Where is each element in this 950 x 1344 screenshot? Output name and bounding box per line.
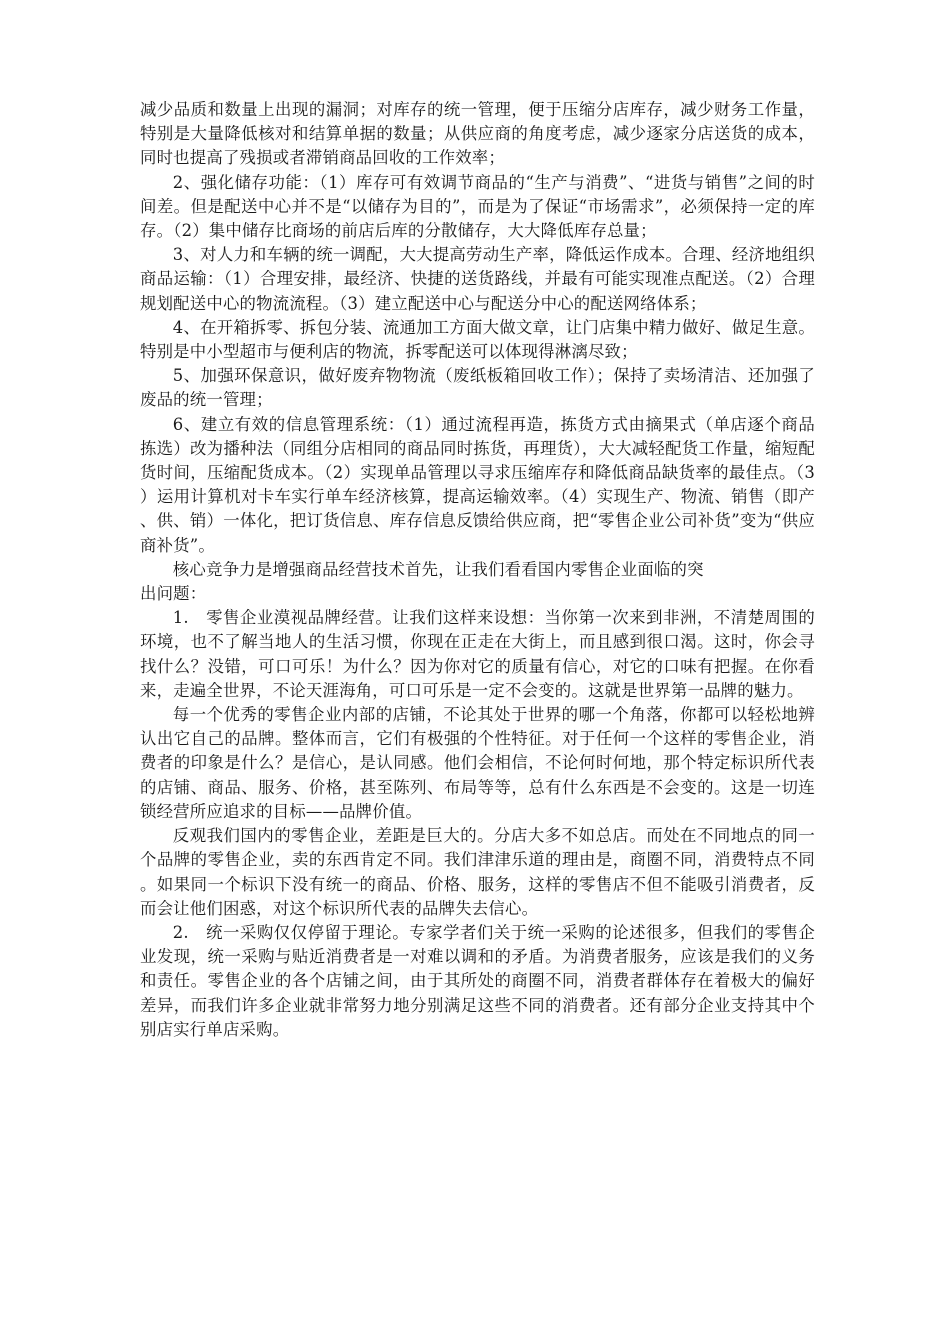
paragraph-item-2: 2、强化储存功能：（1）库存可有效调节商品的“生产与消费”、“进货与销售”之间的时间差。但是配送中心并不是“以储存为目的”，而是为了保证“市场需求”，必须保持一定的库存。（2）集中储存比商场的前店后库的分散储存，大大降低库存总量； [140, 172, 815, 241]
paragraph-item-4: 4、在开箱拆零、拆包分装、流通加工方面大做文章，让门店集中精力做好、做足生意。特别是中小型超市与便利店的物流，拆零配送可以体现得淋漓尽致； [140, 317, 815, 362]
paragraph-item-6: 6、建立有效的信息管理系统：（1）通过流程再造，拣货方式由摘果式（单店逐个商品拣选）改为播种法（同组分店相同的商品同时拣货，再理货），大大减轻配货工作量，缩短配货时间，压缩配货成本。（2）实现单品管理以寻求压缩库存和降低商品缺货率的最佳点。（3）运用计算机对卡车实行单车经济核算，提高运输效率。（4）实现生产、物流、销售（即产、供、销）一体化，把订货信息、库存信息反馈给供应商，把“零售企业公司补货”变为“供应商补货”。 [140, 414, 815, 555]
paragraph-core-competence: 核心竞争力是增强商品经营技术首先，让我们看看国内零售企业面临的突 [172, 559, 704, 579]
paragraph-item-5: 5、加强环保意识，做好废弃物物流（废纸板箱回收工作）；保持了卖场清洁、还加强了废品的统一管理； [140, 366, 815, 410]
paragraph-brand-recognition: 每一个优秀的零售企业内部的店铺，不论其处于世界的哪一个角落，你都可以轻松地辨认出它自己的品牌。整体而言，它们有极强的个性特征。对于任何一个这样的零售企业，消费者的印象是什么？是信心，是认同感。他们会相信，不论何时何地，那个特定标识所代表的店铺、商品、服务、价格，甚至陈列、布局等等，总有什么东西是不会变的。这是一切连锁经营所应追求的目标——品牌价值。 [140, 705, 815, 821]
paragraph-continuation: 减少品质和数量上出现的漏洞；对库存的统一管理，便于压缩分店库存，减少财务工作量，特别是大量降低核对和结算单据的数量；从供应商的角度考虑，减少逐家分店送货的成本，同时也提高了残损或者滞销商品回收的工作效率； [140, 100, 815, 168]
paragraph-item-3: 3、对人力和车辆的统一调配，大大提高劳动生产率，降低运作成本。合理、经济地组织商品运输：（1）合理安排，最经济、快捷的送货路线，并最有可能实现准点配送。（2）合理规划配送中心的物流流程。（3）建立配送中心与配送分中心的配送网络体系； [140, 245, 815, 313]
paragraph-domestic-comparison: 反观我们国内的零售企业，差距是巨大的。分店大多不如总店。而处在不同地点的同一个品牌的零售企业，卖的东西肯定不同。我们津津乐道的理由是，商圈不同，消费特点不同。如果同一个标识下没有统一的商品、价格、服务，这样的零售店不但不能吸引消费者，反而会让他们困惑，对这个标识所代表的品牌失去信心。 [140, 826, 815, 918]
paragraph-problem-2: 2. 统一采购仅仅停留于理论。专家学者们关于统一采购的论述很多，但我们的零售企业发现，统一采购与贴近消费者是一对难以调和的矛盾。为消费者服务，应该是我们的义务和责任。零售企业的各个店铺之间，由于其所处的商圈不同，消费者群体存在着极大的偏好差异，而我们许多企业就非常努力地分别满足这些不同的消费者。还有部分企业支持其中个别店实行单店采购。 [140, 922, 815, 1039]
paragraph-core-competence-tail: 出问题： [140, 584, 207, 604]
document-body [140, 98, 815, 1042]
paragraph-problem-1: 1. 零售企业漠视品牌经营。让我们这样来设想：当你第一次来到非洲，不清楚周围的环境，也不了解当地人的生活习惯，你现在正走在大街上，而且感到很口渴。这时，你会寻找什么？没错，可口可乐！为什么？因为你对它的质量有信心，对它的口味有把握。在你看来，走遍全世界，不论天涯海角，可口可乐是一定不会变的。这就是世界第一品牌的魅力。 [140, 608, 815, 700]
